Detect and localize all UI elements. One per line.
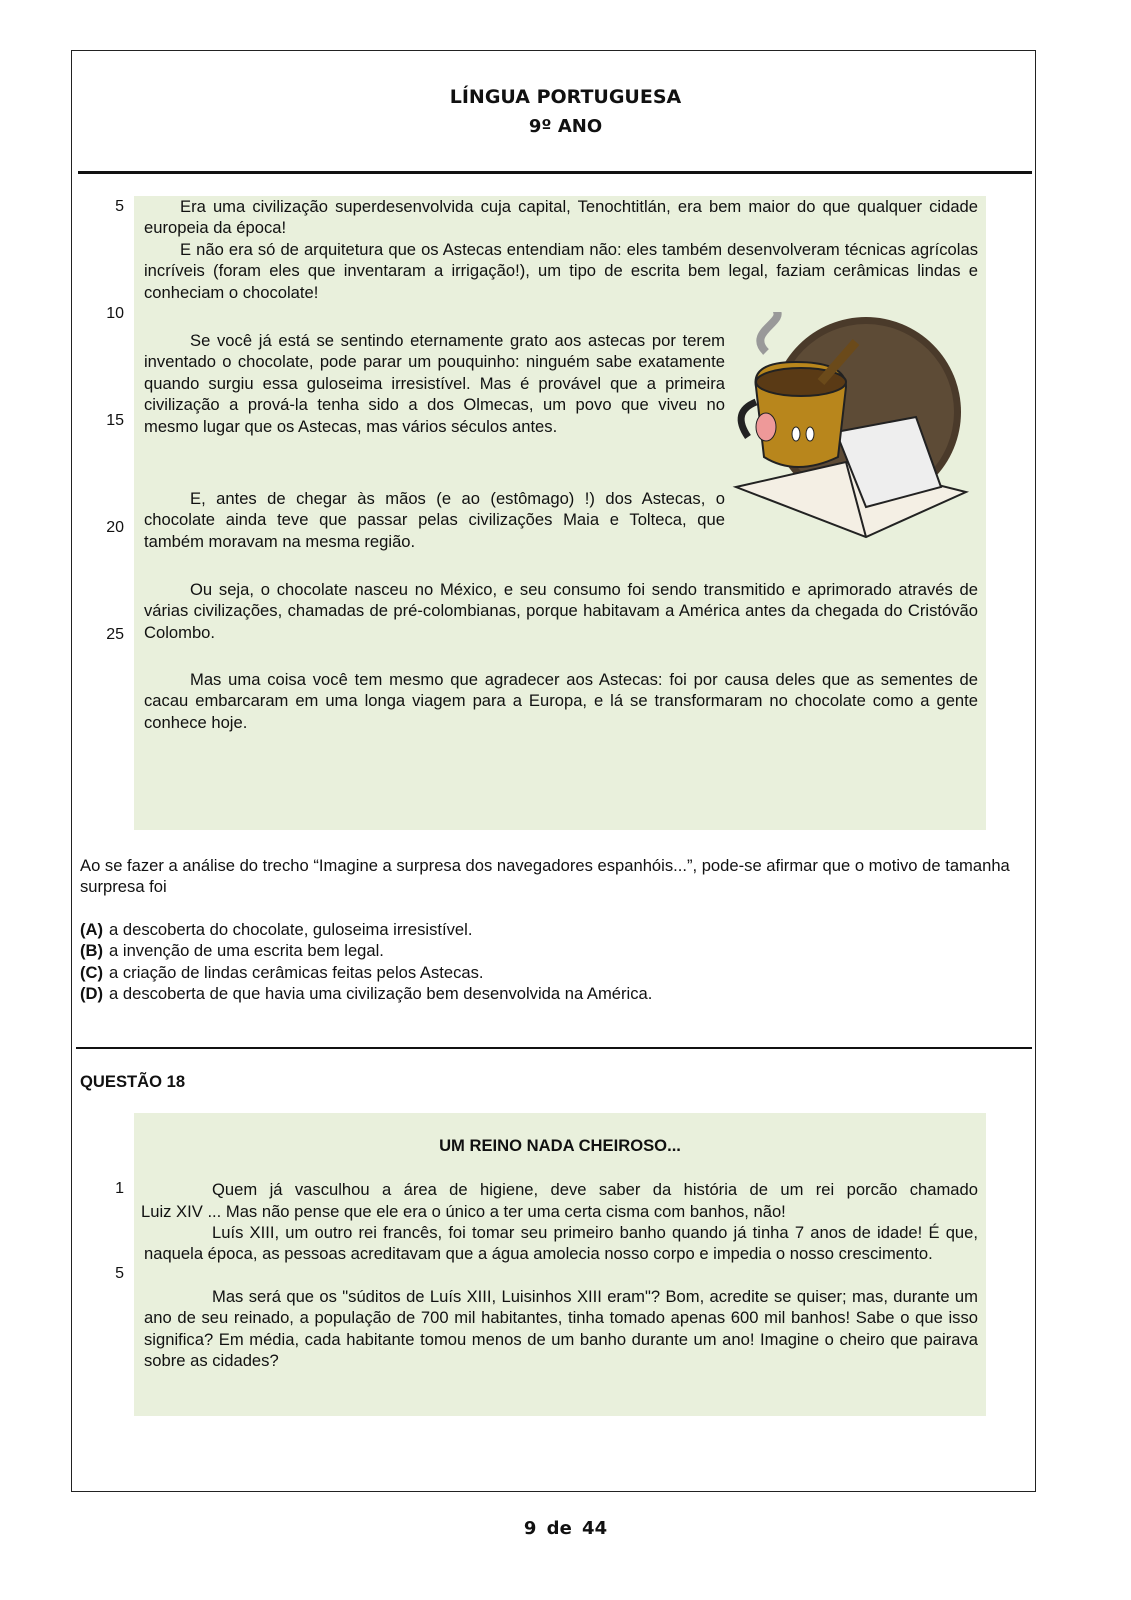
paragraph-text: ... Mas não pense que ele era o único a ter uma certa cisma com banhos, não! [207, 1202, 786, 1221]
paragraph: Luís XIII, um outro rei francês, foi tomar seu primeiro banho quando já tinha 7 anos de idade! É que, naquela época, as pessoas acreditavam que a água amolecia nosso corpo e impedia o nosso crescimento. [144, 1223, 978, 1264]
option-letter: (B) [80, 941, 104, 960]
page-number: 9 de 44 [523, 1518, 608, 1539]
question-18-label: QUESTÃO 18 [80, 1072, 186, 1091]
option-letter: (D) [80, 984, 104, 1003]
paragraph: E não era só de arquitetura que os Astecas entendiam não: eles também desenvolveram técnicas agrícolas incríveis (foram eles que inventaram a irrigação!), um tipo de escrita bem legal, faziam cerâmicas lindas e conheciam o chocolate! [144, 240, 978, 302]
paragraph: Mas uma coisa você tem mesmo que agradecer aos Astecas: foi por causa deles que as sementes de cacau embarcaram em uma longa viagem para a Europa, e lá se transformaram no chocolate como a gente conhece hoje. [144, 670, 978, 732]
line-number: 5 [115, 1265, 124, 1282]
option-text: a descoberta do chocolate, guloseima irresistível. [109, 920, 473, 939]
paragraph: Se você já está se sentindo eternamente grato aos astecas por terem inventado o chocolate, pode parar um pouquinho: ninguém sabe exatamente quando surgiu essa guloseima irresistível. Mas é provável que a primeira civilização a prová-la tenha sido a dos Olmecas, um povo que viveu no mesmo lugar que os Astecas, mas vários séculos antes. [144, 331, 725, 436]
option-letter: (A) [80, 920, 104, 939]
paragraph: Quem já vasculhou a área de higiene, deve saber da história de um rei porcão chamado [212, 1180, 978, 1199]
line-number: 5 [115, 198, 124, 215]
paragraph: Mas será que os "súditos de Luís XIII, Luisinhos XIII eram"? Bom, acredite se quiser; mas, durante um ano de seu reinado, a população de 700 mil habitantes, tinha tomado apenas 600 mil banhos! Sabe o que isso significa? Em média, cada habitante tomou menos de um banho durante um ano! Imagine o cheiro que pairava sobre as cidades? [144, 1287, 978, 1371]
line-number: 15 [106, 412, 124, 429]
line-number: 25 [106, 626, 124, 643]
chocolate-cup-illustration [726, 312, 971, 544]
paragraph: Era uma civilização superdesenvolvida cuja capital, Tenochtitlán, era bem maior do que qualquer cidade europeia da época! [144, 197, 978, 238]
line-number: 1 [115, 1180, 124, 1197]
option-c[interactable] [80, 962, 484, 983]
question-stem: Ao se fazer a análise do trecho “Imagine a surpresa dos navegadores espanhóis...”, pode-se afirmar que o motivo de tamanha surpresa foi [80, 856, 1010, 897]
paragraph: Ou seja, o chocolate nasceu no México, e seu consumo foi sendo transmitido e aprimorado através de várias civilizações, chamadas de pré-colombianas, porque habitavam a América antes da chegada do Cristóvão Colombo. [144, 580, 978, 642]
paragraph: E, antes de chegar às mãos (e ao (estômago) !) dos Astecas, o chocolate ainda teve que passar pelas civilizações Maia e Tolteca, que também moravam na mesma região. [144, 489, 725, 551]
line-number: 10 [106, 305, 124, 322]
option-text: a descoberta de que havia uma civilização bem desenvolvida na América. [109, 984, 653, 1003]
paragraph-line [141, 1201, 981, 1222]
line-number: 20 [106, 519, 124, 536]
option-b[interactable] [80, 940, 384, 961]
grade-title: 9º ANO [528, 116, 603, 137]
option-text: a invenção de uma escrita bem legal. [109, 941, 384, 960]
king-name: Luiz XIV [141, 1202, 203, 1221]
header-divider [78, 171, 1032, 174]
question-divider [76, 1047, 1032, 1049]
text-title: UM REINO NADA CHEIROSO... [439, 1136, 681, 1155]
subject-title: LÍNGUA PORTUGUESA [449, 86, 682, 108]
option-d[interactable] [80, 983, 652, 1004]
option-a[interactable] [80, 919, 472, 940]
option-text: a criação de lindas cerâmicas feitas pelos Astecas. [109, 963, 484, 982]
option-letter: (C) [80, 963, 104, 982]
